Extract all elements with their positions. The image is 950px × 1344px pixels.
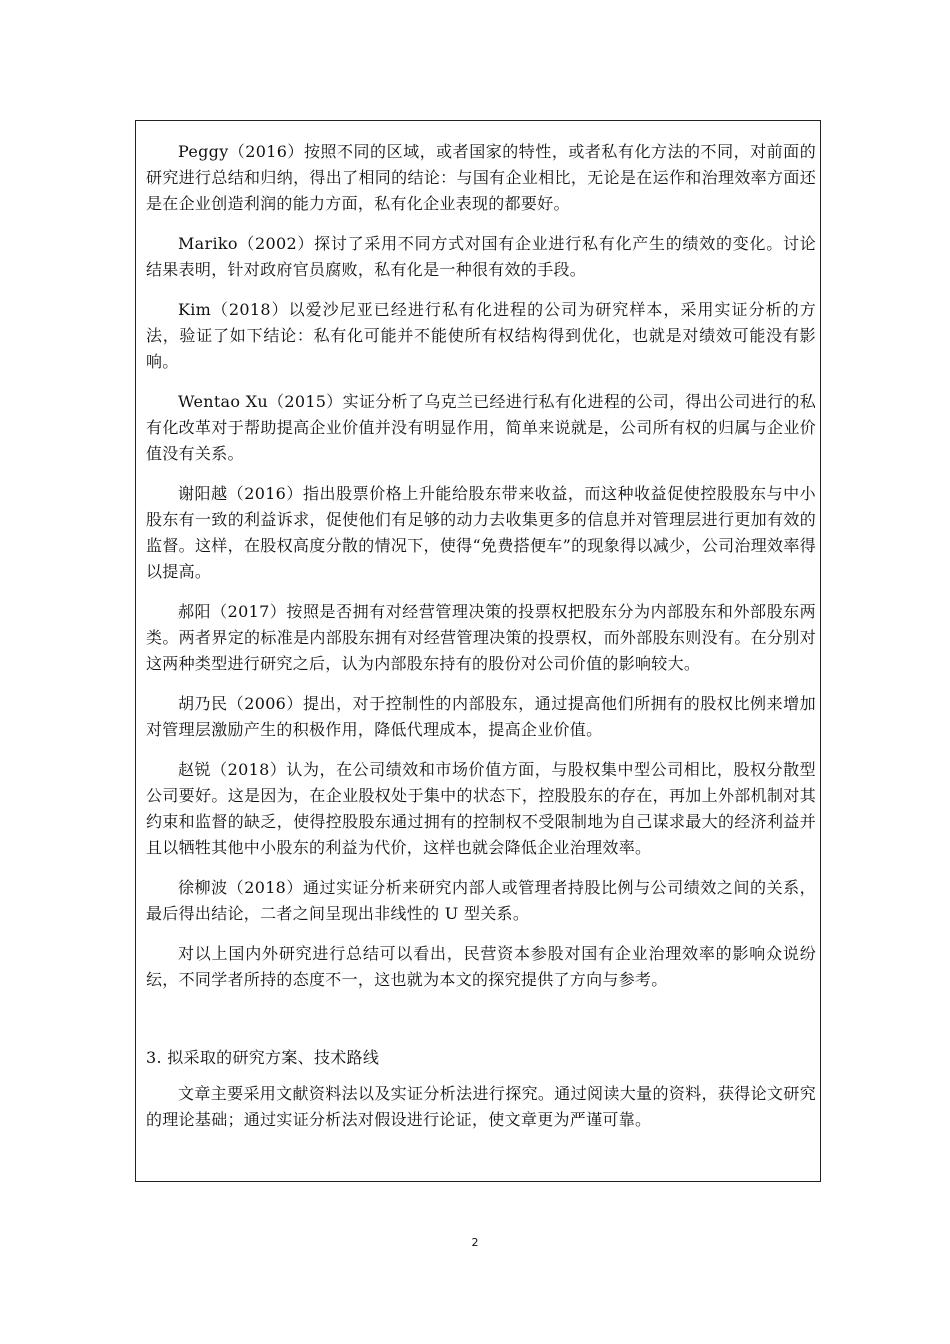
paragraph-wentao-xu: Wentao Xu（2015）实证分析了乌克兰已经进行私有化进程的公司，得出公司进行的私有化改革对于帮助提高企业价值并没有明显作用，简单来说就是，公司所有权的归属与企业价值没有关系。 — [146, 392, 816, 463]
paragraph-mariko: Mariko（2002）探讨了采用不同方式对国有企业进行私有化产生的绩效的变化。讨论结果表明，针对政府官员腐败，私有化是一种很有效的手段。 — [146, 234, 816, 279]
paragraph-hu-naimin: 胡乃民（2006）提出，对于控制性的内部股东，通过提高他们所拥有的股权比例来增加对管理层激励产生的积极作用，降低代理成本，提高企业价值。 — [146, 694, 816, 739]
section-spacer — [146, 1007, 816, 1045]
paragraph-xu-liubo: 徐柳波（2018）通过实证分析来研究内部人或管理者持股比例与公司绩效之间的关系，最后得出结论，二者之间呈现出非线性的 U 型关系。 — [146, 878, 816, 923]
section-paragraph: 文章主要采用文献资料法以及实证分析法进行探究。通过阅读大量的资料，获得论文研究的理论基础；通过实证分析法对假设进行论证，使文章更为严谨可靠。 — [146, 1084, 816, 1129]
paragraph-hao-yang: 郝阳（2017）按照是否拥有对经营管理决策的投票权把股东分为内部股东和外部股东两类。两者界定的标准是内部股东拥有对经营管理决策的投票权，而外部股东则没有。在分别对这两种类型进行研究之后，认为内部股东持有的股份对公司价值的影响较大。 — [146, 602, 816, 673]
paragraph-zhao-rui: 赵锐（2018）认为，在公司绩效和市场价值方面，与股权集中型公司相比，股权分散型公司要好。这是因为，在企业股权处于集中的状态下，控股股东的存在，再加上外部机制对其约束和监督的缺乏，使得控股股东通过拥有的控制权不受限制地为自己谋求最大的经济利益并且以牺牲其他中小股东的利益为代价，这样也就会降低企业治理效率。 — [146, 760, 816, 857]
section-heading: 3. 拟采取的研究方案、技术路线 — [146, 1048, 380, 1067]
page-number: 2 — [471, 1236, 479, 1249]
paragraph-summary: 对以上国内外研究进行总结可以看出，民营资本参股对国有企业治理效率的影响众说纷纭，不同学者所持的态度不一，这也就为本文的探究提供了方向与参考。 — [146, 944, 816, 989]
paragraph-xie-yangyue: 谢阳越（2016）指出股票价格上升能给股东带来收益，而这种收益促使控股股东与中小股东有一致的利益诉求，促使他们有足够的动力去收集更多的信息并对管理层进行更加有效的监督。这样，在股权高度分散的情况下，使得“免费搭便车”的现象得以减少，公司治理效率得以提高。 — [146, 484, 816, 581]
paragraph-kim: Kim（2018）以爱沙尼亚已经进行私有化进程的公司为研究样本，采用实证分析的方法，验证了如下结论：私有化可能并不能使所有权结构得到优化，也就是对绩效可能没有影响。 — [146, 300, 816, 371]
paragraph-peggy: Peggy（2016）按照不同的区域，或者国家的特性，或者私有化方法的不同，对前面的研究进行总结和归纳，得出了相同的结论：与国有企业相比，无论是在运作和治理效率方面还是在企业创造利润的能力方面，私有化企业表现的都要好。 — [146, 142, 816, 213]
document-body — [146, 139, 816, 1147]
